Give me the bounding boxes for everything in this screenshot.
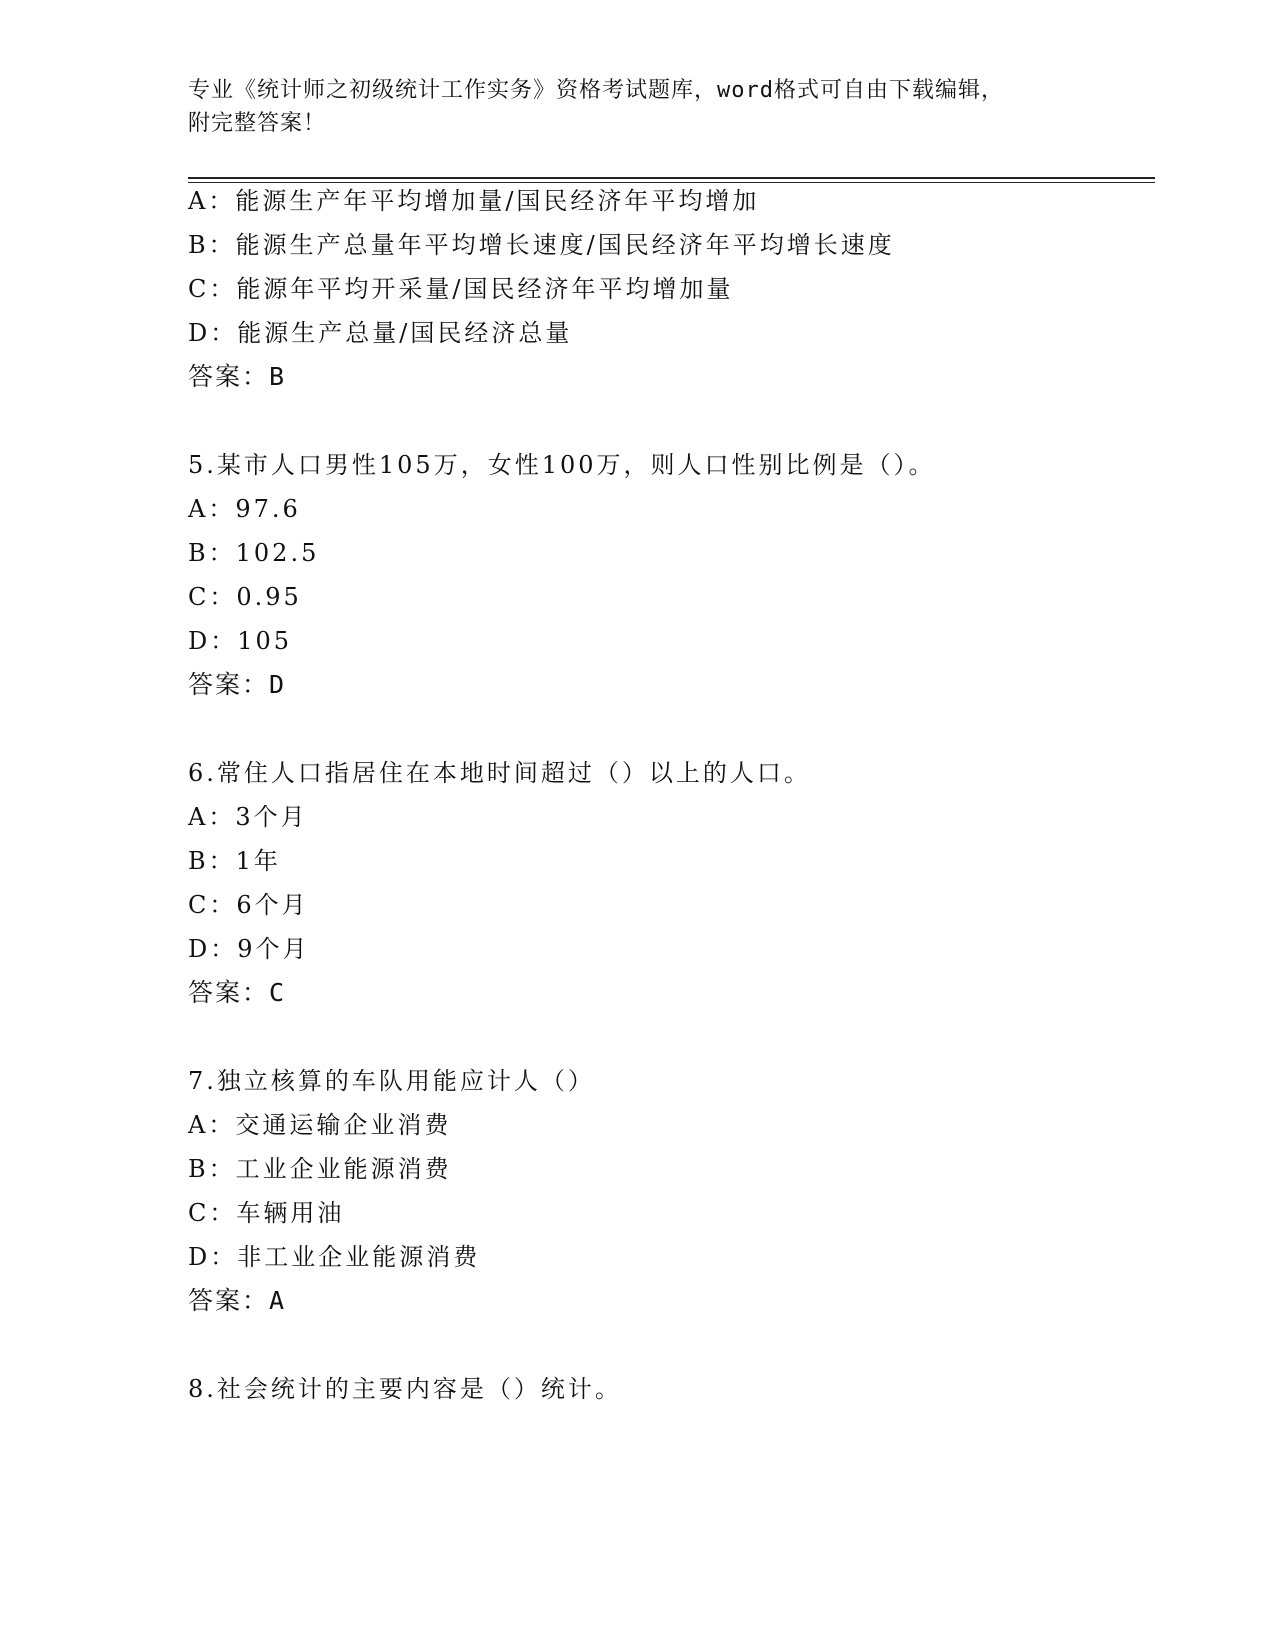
option-a: A：能源生产年平均增加量/国民经济年平均增加 (188, 187, 760, 215)
option-a: A：97.6 (188, 495, 301, 523)
option-a: A：交通运输企业消费 (188, 1111, 452, 1139)
header-title-line: 专业《统计师之初级统计工作实务》资格考试题库，word格式可自由下载编辑， (188, 78, 1004, 103)
question-stem: 8.社会统计的主要内容是（）统计。 (188, 1375, 622, 1403)
option-d: D：105 (188, 627, 293, 655)
answer-line (188, 362, 284, 392)
answer-label: 答案： (188, 362, 270, 391)
answer-value: D (269, 670, 285, 699)
option-d: D：9个月 (188, 935, 310, 963)
answer-label: 答案： (188, 1286, 270, 1315)
option-c: C：0.95 (188, 583, 302, 611)
answer-line (188, 978, 284, 1008)
option-c: C：6个月 (188, 891, 309, 919)
answer-value: A (269, 1286, 285, 1315)
question-stem: 5.某市人口男性105万，女性100万，则人口性别比例是（）。 (188, 451, 936, 479)
option-b: B：工业企业能源消费 (188, 1155, 452, 1183)
option-c: C：能源年平均开采量/国民经济年平均增加量 (188, 275, 734, 303)
answer-label: 答案： (188, 670, 270, 699)
option-d: D：非工业企业能源消费 (188, 1243, 481, 1271)
answer-value: C (269, 978, 285, 1007)
option-b: B：1年 (188, 847, 281, 875)
answer-line (188, 670, 284, 700)
header-divider-thick (188, 177, 1155, 179)
answer-value: B (269, 362, 285, 391)
option-b: B：102.5 (188, 539, 320, 567)
option-c: C：车辆用油 (188, 1199, 345, 1227)
document-header (188, 74, 1088, 140)
answer-line (188, 1286, 284, 1316)
header-divider-thin (188, 182, 1155, 183)
header-subtitle-line: 附完整答案！ (188, 111, 327, 136)
question-stem: 7.独立核算的车队用能应计人（） (188, 1067, 595, 1095)
option-d: D：能源生产总量/国民经济总量 (188, 319, 573, 347)
question-stem: 6.常住人口指居住在本地时间超过（）以上的人口。 (188, 759, 811, 787)
option-a: A：3个月 (188, 803, 308, 831)
answer-label: 答案： (188, 978, 270, 1007)
option-b: B：能源生产总量年平均增长速度/国民经济年平均增长速度 (188, 231, 895, 259)
